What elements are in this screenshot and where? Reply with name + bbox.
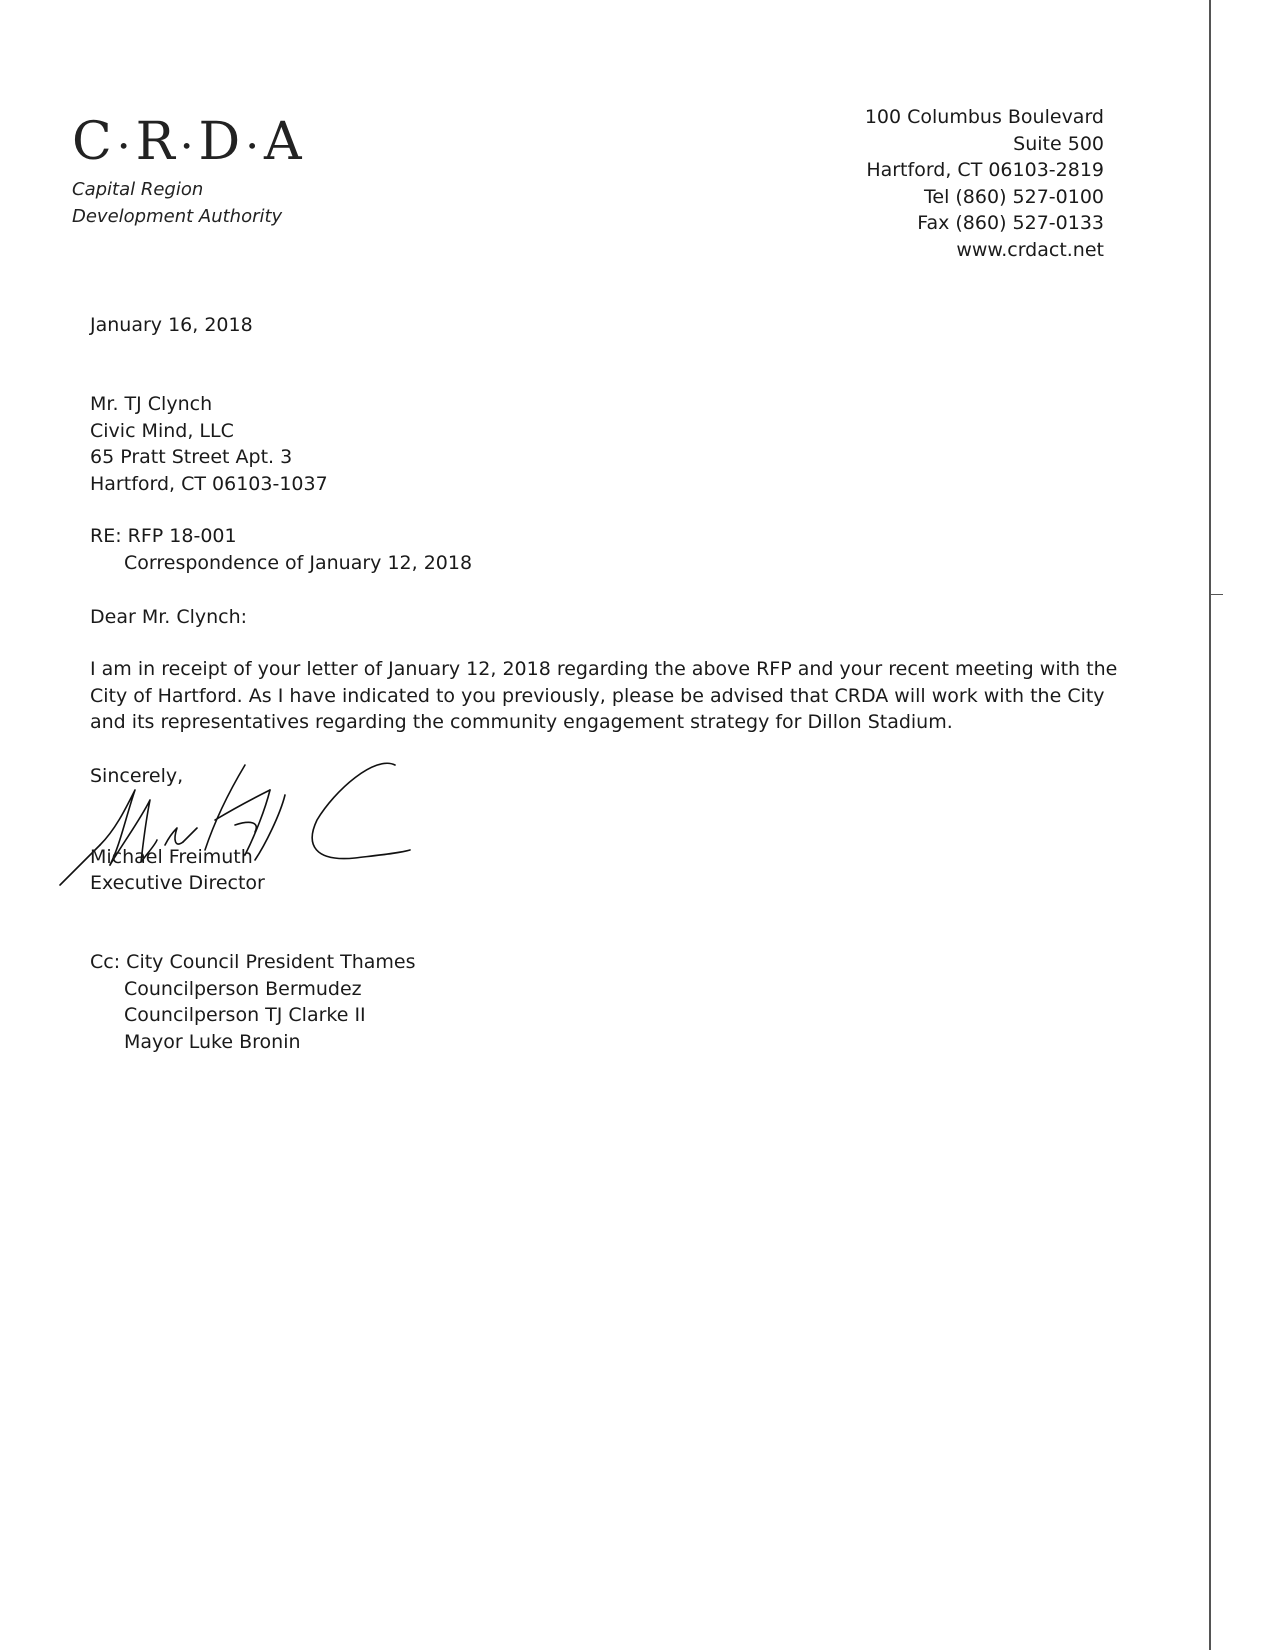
address-web: www.crdact.net xyxy=(956,238,1104,261)
address-fax: Fax (860) 527-0133 xyxy=(917,212,1104,234)
re-block xyxy=(90,523,472,576)
recipient-block xyxy=(90,391,328,497)
recipient-name: Mr. TJ Clynch xyxy=(90,393,213,415)
address-suite: Suite 500 xyxy=(1013,132,1104,155)
cc-item: Councilperson TJ Clarke II xyxy=(124,1004,366,1026)
crda-logo xyxy=(72,112,304,230)
sender-address xyxy=(865,104,1104,263)
re-line-2: Correspondence of January 12, 2018 xyxy=(124,551,473,574)
signer-title: Executive Director xyxy=(90,872,265,894)
recipient-street: 65 Pratt Street Apt. 3 xyxy=(90,446,293,468)
logo-line-1: Capital Region xyxy=(72,178,204,200)
recipient-company: Civic Mind, LLC xyxy=(90,419,234,442)
cc-first: City Council President Thames xyxy=(126,951,416,973)
address-tel: Tel (860) 527-0100 xyxy=(924,185,1104,208)
logo-mark: C •R •D •A xyxy=(72,112,304,172)
body-paragraph: I am in receipt of your letter of January 12, 2018 regarding the above RFP and your recent meeting with the City of Hartford. As I have indicated to you previously, please be advised that CRDA will work with the City and its representatives regarding the community engagement strategy for Dillon Stadium. xyxy=(90,658,1118,733)
cc-item: Councilperson Bermudez xyxy=(124,977,362,1000)
logo-line-2: Development Authority xyxy=(72,205,283,227)
re-line-1: RFP 18-001 xyxy=(127,525,237,547)
recipient-city: Hartford, CT 06103-1037 xyxy=(90,472,328,495)
salutation: Dear Mr. Clynch: xyxy=(90,606,248,628)
cc-item: Mayor Luke Bronin xyxy=(124,1030,301,1053)
closing: Sincerely, xyxy=(90,765,184,787)
letter-date: January 16, 2018 xyxy=(90,314,253,336)
scan-edge-tick xyxy=(1209,594,1223,595)
address-street: 100 Columbus Boulevard xyxy=(864,106,1104,128)
cc-block xyxy=(90,949,416,1055)
address-city: Hartford, CT 06103-2819 xyxy=(866,159,1104,181)
cc-label: Cc: xyxy=(90,951,121,973)
signer-name: Michael Freimuth xyxy=(90,846,253,868)
re-label: RE: xyxy=(90,525,122,547)
scan-edge-line xyxy=(1209,0,1211,1650)
